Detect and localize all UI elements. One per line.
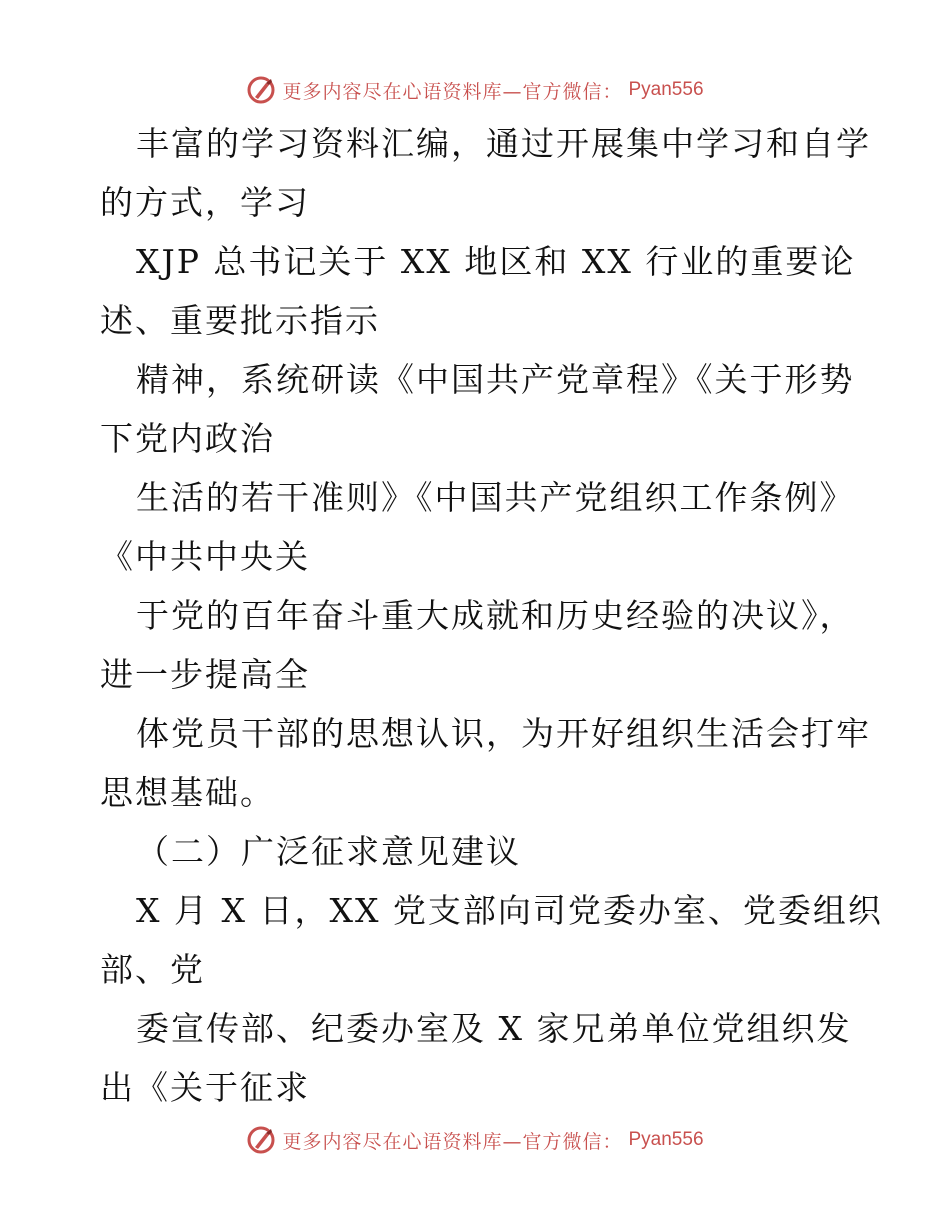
body-line: 丰富的学习资料汇编，通过开展集中学习和自学 bbox=[136, 124, 871, 163]
body-line: 出《关于征求 bbox=[100, 1068, 310, 1107]
body-line: 进一步提高全 bbox=[100, 655, 310, 694]
body-line: 部、党 bbox=[100, 950, 205, 989]
body-line: 于党的百年奋斗重大成就和历史经验的决议》， bbox=[136, 596, 855, 635]
body-line: 生活的若干准则》《中国共产党组织工作条例》 bbox=[136, 478, 855, 517]
body-line: 体党员干部的思想认识，为开好组织生活会打牢 bbox=[136, 714, 871, 753]
body-line: 述、重要批示指示 bbox=[100, 301, 380, 340]
body-line: 的方式，学习 bbox=[100, 183, 310, 222]
watermark-text: 更多内容尽在心语资料库—官方微信： bbox=[282, 1130, 623, 1153]
watermark-wechat-id: Pyan556 bbox=[628, 1129, 704, 1150]
pen-circle-icon bbox=[246, 1125, 276, 1155]
body-line: X 月 X 日，XX 党支部向司党委办室、党委组织 bbox=[136, 891, 883, 930]
document-body bbox=[100, 114, 883, 1117]
watermark-text: 更多内容尽在心语资料库—官方微信： bbox=[282, 80, 623, 103]
body-line: 思想基础。 bbox=[100, 773, 275, 812]
body-line: 精神，系统研读《中国共产党章程》《关于形势 bbox=[136, 360, 855, 399]
pen-circle-icon bbox=[246, 75, 276, 105]
section-heading: （二）广泛征求意见建议 bbox=[136, 832, 521, 871]
footer-watermark bbox=[0, 1120, 950, 1160]
body-line: 委宣传部、纪委办室及 X 家兄弟单位党组织发 bbox=[136, 1009, 852, 1048]
body-line: 《中共中央关 bbox=[100, 537, 310, 576]
body-line: 下党内政治 bbox=[100, 419, 275, 458]
header-watermark bbox=[0, 70, 950, 110]
body-line: XJP 总书记关于 XX 地区和 XX 行业的重要论 bbox=[136, 242, 856, 281]
watermark-wechat-id: Pyan556 bbox=[628, 79, 704, 100]
